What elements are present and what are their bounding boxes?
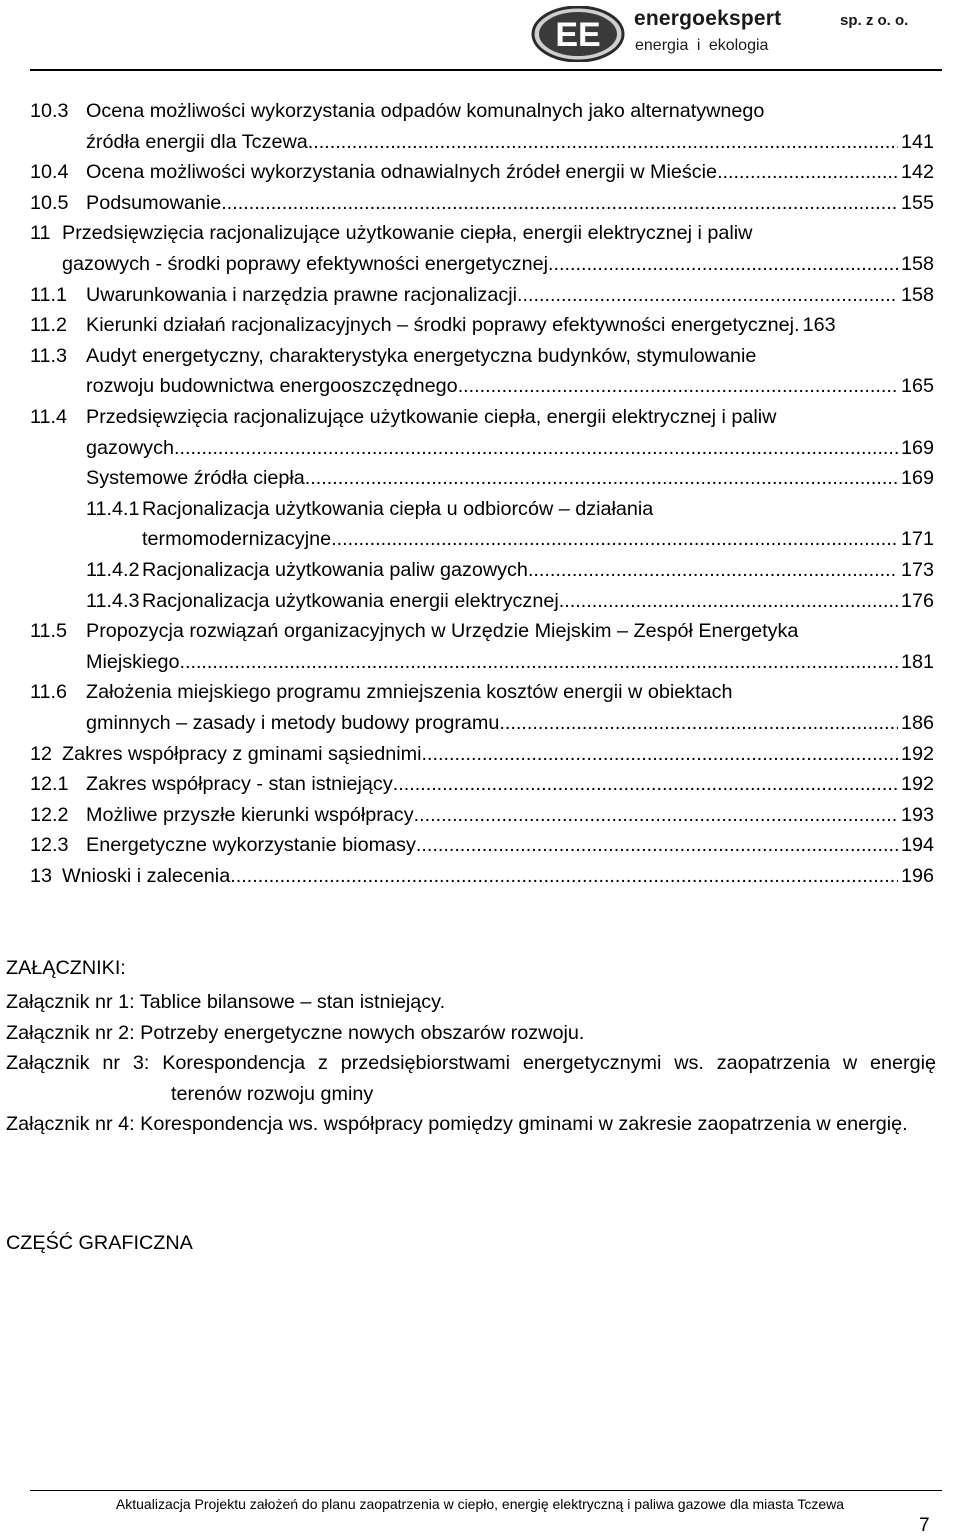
attachment-label: Załącznik nr 1: [6,991,135,1013]
toc-entry-page: 192 [900,742,934,765]
toc-entry-body [86,188,934,219]
toc-entry-page: 193 [900,803,934,826]
toc-entry-title-continued: termomodernizacyjne [142,528,332,551]
toc-leader-dots [416,830,898,861]
toc-entry-page: 171 [900,528,934,551]
toc-entry-last-line [86,647,934,678]
toc-entry-title: Możliwe przyszłe kierunki współpracy [86,803,414,826]
toc-entry-last-line [142,586,934,617]
toc-entry-title: Przedsięwzięcia racjonalizujące użytkowanie ciepła, energii elektrycznej i paliw [86,406,777,428]
toc-entry-number: 10.5 [30,191,69,214]
toc-leader-dots [458,371,898,402]
page-number: 7 [919,1515,930,1536]
toc-entry-last-line [86,433,934,464]
toc-entry-body [62,218,934,279]
toc-leader-dots [393,769,898,800]
footer-divider [30,1490,942,1491]
page-header [0,0,960,80]
toc-entry-title-continued: rozwoju budownictwa energooszczędnego [86,375,458,398]
toc-entry-body [86,280,934,311]
toc-entry-page: 194 [900,834,934,857]
toc-entry-last-line [62,249,934,280]
toc-entry-number: 11.3 [30,344,68,367]
toc-entry-title-continued: źródła energii dla Tczewa [86,130,308,153]
toc-entry-body [86,616,934,677]
toc-entry-number: 11.4.1 [86,497,140,520]
graphic-section-heading: CZĘŚĆ GRAFICZNA [6,1232,193,1254]
toc-entry-page: 155 [900,191,934,214]
attachment-description: Potrzeby energetyczne nowych obszarów rozwoju. [140,1022,585,1044]
toc-leader-dots [174,433,898,464]
toc-entry-title: Racjonalizacja użytkowania paliw gazowych [142,559,528,581]
toc-entry-number: 13 [30,865,53,887]
toc-entry-page: 169 [900,467,934,490]
toc-entry-number: 12.3 [30,834,69,857]
toc-leader-dots [221,188,898,219]
toc-entry-last-line [86,800,934,831]
toc-entry-title: Ocena możliwości wykorzystania odpadów komunalnych jako alternatywnego [86,100,765,122]
toc-entry-page: 158 [900,252,934,275]
toc-entry-title: Systemowe źródła ciepła [86,467,305,490]
toc-entry-page: 158 [900,283,934,306]
toc-entry-body [62,861,934,892]
toc-leader-dots [528,555,898,586]
toc-entry-title-continued: Miejskiego [86,650,180,673]
toc-leader-dots [179,647,898,678]
toc-entry-number: 11.1 [30,283,68,306]
toc-entry-body [86,341,934,402]
header-divider [30,69,942,71]
toc-entry-last-line [86,463,934,494]
toc-entry-body [86,769,934,800]
toc-entry-last-line [86,157,934,188]
toc-entry-body [86,800,934,831]
attachment-description: Korespondencja ws. współpracy pomiędzy gminami w zakresie zaopatrzenia w energię. [140,1113,908,1135]
toc-entry-title-continued: gminnych – zasady i metody budowy programu [86,711,500,734]
toc-entry-number: 11.5 [30,620,68,643]
toc-entry-body [86,310,934,341]
toc-leader-dots [559,586,898,617]
toc-entry-last-line [86,371,934,402]
toc-entry-page: 192 [900,773,934,796]
brand-name: energoekspert [634,7,782,30]
toc-entry-title-continued: gazowych - środki poprawy efektywności energetycznej [62,252,548,275]
toc-entry-last-line [62,739,934,770]
toc-entry-body [142,555,934,586]
toc-entry-page: 186 [900,711,934,734]
toc-entry-last-line [142,524,934,555]
attachment-label: Załącznik nr 2: [6,1022,135,1044]
toc-entry-body [142,586,934,617]
attachments-heading: ZAŁĄCZNIKI: [6,957,126,979]
toc-entry-title: Ocena możliwości wykorzystania odnawialnych źródeł energii w Mieście [86,161,718,184]
toc-entry-body [86,96,934,157]
toc-entry-body [86,830,934,861]
toc-entry-last-line [142,555,934,586]
toc-entry-body [86,402,934,463]
toc-leader-dots [414,800,898,831]
toc-entry-last-line [86,708,934,739]
attachment-item [6,1018,936,1049]
toc-entry-number: 10.4 [30,161,69,184]
toc-entry-last-line [86,310,934,341]
attachment-description: Tablice bilansowe – stan istniejący. [139,991,446,1013]
toc-entry-page: 196 [900,865,934,887]
toc-entry-number: 12.2 [30,803,69,826]
footer-text: Aktualizacja Projektu założeń do planu zaopatrzenia w ciepło, energię elektryczną i paliwa gazowe dla miasta Tczewa [115,1496,845,1512]
toc-entry-body [142,494,934,555]
toc-entry-page: 141 [900,130,934,153]
attachment-item [6,987,936,1018]
logo-text: EE [555,16,601,54]
toc-entry-number: 11.6 [30,681,68,704]
company-logo [531,6,625,62]
attachment-item [6,1109,936,1140]
toc-entry-last-line [86,769,934,800]
toc-entry-last-line [86,280,934,311]
toc-entry-title: Zakres współpracy - stan istniejący [86,773,393,796]
toc-entry-body [86,157,934,188]
toc-entry-last-line [86,127,934,158]
toc-entry-page: 181 [900,650,934,673]
toc-entry-number: 12.1 [30,773,69,796]
toc-entry-number: 10.3 [30,100,69,122]
toc-entry-page: 165 [900,375,934,398]
toc-leader-dots [305,463,898,494]
toc-entry-title: Podsumowanie [86,191,222,214]
toc-leader-dots [331,524,898,555]
attachment-description: Korespondencja z przedsiębiorstwami energetycznymi ws. zaopatrzenia w energię terenów rozwoju gminy [162,1052,936,1105]
toc-entry-number: 11.4.3 [86,589,140,612]
toc-entry-body [86,463,934,494]
brand-suffix: sp. z o. o. [840,12,909,29]
attachment-label: Załącznik nr 3: [6,1052,150,1074]
toc-entry-title-continued: gazowych [86,436,174,459]
toc-leader-dots [499,708,898,739]
toc-leader-dots [548,249,898,280]
toc-entry-title: Wnioski i zalecenia [62,865,231,887]
toc-entry-page: 142 [900,161,934,184]
toc-entry-page: 169 [900,436,934,459]
toc-entry-title: Kierunki działań racjonalizacyjnych – środki poprawy efektywności energetycznej. [86,314,800,337]
toc-entry-number: 11.2 [30,314,68,337]
toc-entry-last-line [86,188,934,219]
toc-entry-body [62,739,934,770]
toc-entry-body [86,677,934,738]
toc-entry-last-line [86,830,934,861]
toc-entry-number: 12 [30,742,53,765]
toc-entry-page: 163 [802,314,836,337]
toc-entry-page: 173 [900,559,934,581]
toc-leader-dots [230,861,898,892]
toc-leader-dots [308,127,898,158]
toc-entry-title: Uwarunkowania i narzędzia prawne racjonalizacji [86,283,518,306]
toc-entry-title: Energetyczne wykorzystanie biomasy [86,834,416,857]
toc-entry-title: Zakres współpracy z gminami sąsiednimi [62,742,422,765]
toc-leader-dots [717,157,898,188]
attachment-label: Załącznik nr 4: [6,1113,135,1135]
toc-entry-last-line [62,861,934,892]
toc-entry-title: Racjonalizacja użytkowania ciepła u odbiorców – działania [142,497,654,520]
toc-entry-title: Założenia miejskiego programu zmniejszenia kosztów energii w obiektach [86,681,733,704]
toc-entry-page: 176 [900,589,934,612]
toc-leader-dots [421,739,898,770]
toc-entry-title: Propozycja rozwiązań organizacyjnych w Urzędzie Miejskim – Zespół Energetyka [86,620,799,643]
toc-entry-title: Racjonalizacja użytkowania energii elektrycznej [142,589,559,612]
toc-entry-number: 11.4 [30,406,68,428]
toc-entry-title: Audyt energetyczny, charakterystyka energetyczna budynków, stymulowanie [86,344,757,367]
toc-entry-title: Przedsięwzięcia racjonalizujące użytkowanie ciepła, energii elektrycznej i paliw [62,222,753,245]
attachment-item [6,1048,936,1109]
toc-leader-dots [517,280,898,311]
brand-tagline: energia i ekologia [635,37,769,54]
toc-entry-number: 11 [30,222,51,245]
toc-entry-number: 11.4.2 [86,559,140,581]
